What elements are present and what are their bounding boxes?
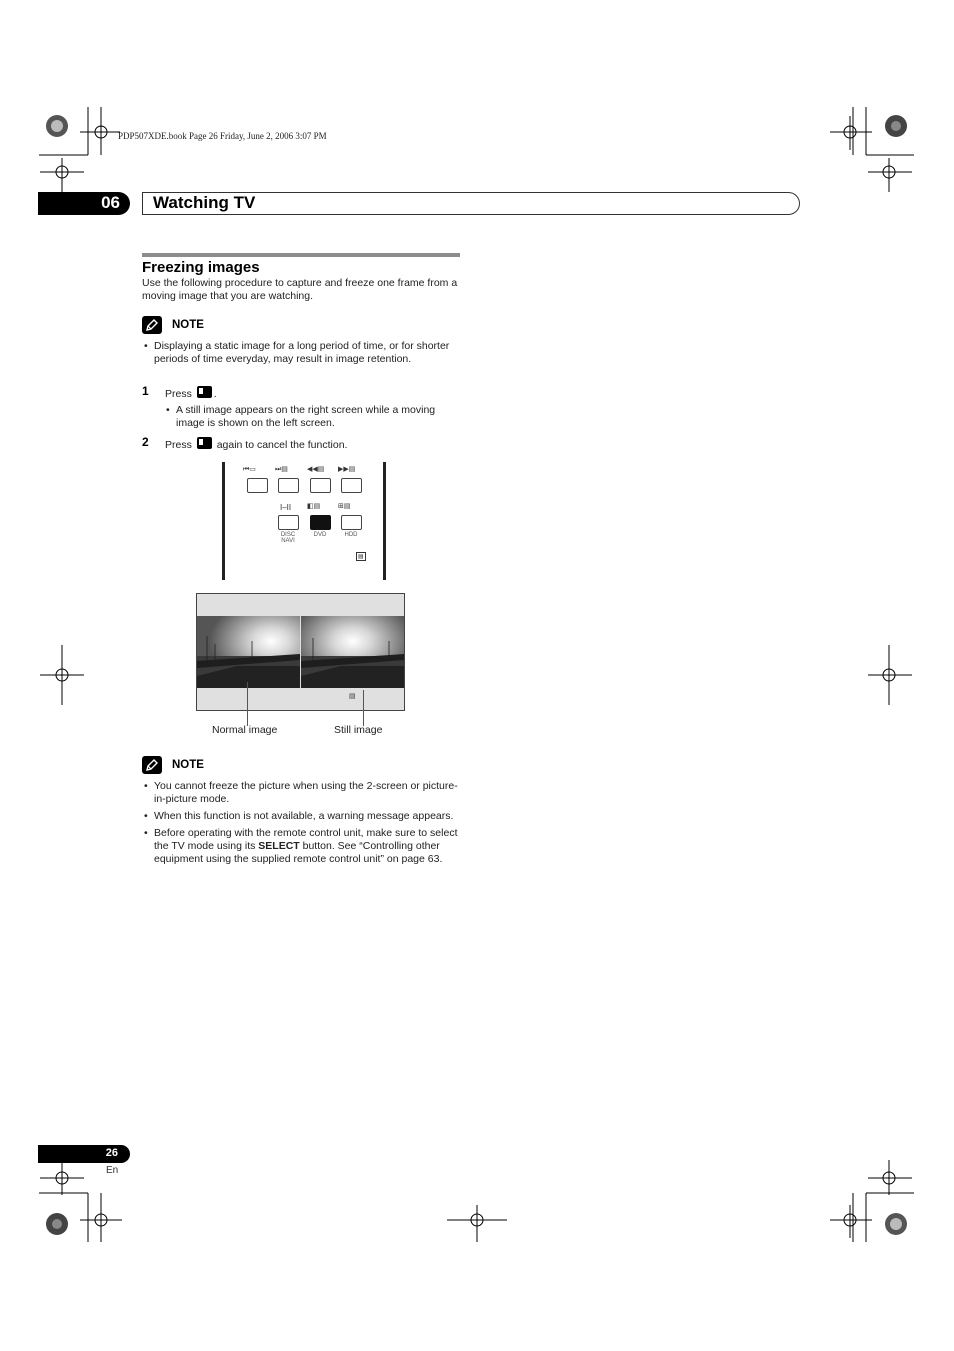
note1-list xyxy=(142,340,462,370)
next-icon: ⏭▤ xyxy=(275,466,288,473)
normal-image-caption: Normal image xyxy=(212,724,278,736)
note1-item: • Displaying a static image for a long period of time, or for shorter periods of time everyday, may result in image retention. xyxy=(142,340,462,366)
corner-icon: ▤ xyxy=(358,554,364,560)
note-heading-2 xyxy=(142,756,204,774)
freeze-icon: ◧▤ xyxy=(307,503,321,510)
note2-item3-before: Before operating with the remote control unit, make sure to select the TV mode using its xyxy=(154,827,458,852)
step-1-number: 1 xyxy=(142,384,149,398)
section-intro: Use the following procedure to capture and freeze one frame from a moving image that you are watching. xyxy=(142,277,458,302)
note2-item: • When this function is not available, a warning message appears. xyxy=(142,810,462,823)
split-screen-diagram xyxy=(196,593,405,711)
page-number: 26 xyxy=(105,1147,118,1159)
screen-mode-icon: ⊞▤ xyxy=(338,503,351,510)
previous-icon: ⏮▭ xyxy=(243,466,256,473)
section-title: Freezing images xyxy=(142,259,260,276)
language-code: En xyxy=(106,1165,119,1176)
remote-button-4 xyxy=(341,478,362,493)
audio-label: I–II xyxy=(280,503,292,512)
freeze-button-icon xyxy=(197,386,212,398)
remote-left-edge xyxy=(222,462,225,580)
rewind-icon: ◀◀▤ xyxy=(307,466,325,473)
disc-navi-label xyxy=(276,532,300,544)
note-heading-1 xyxy=(142,316,204,334)
normal-image-leader xyxy=(247,682,248,726)
remote-button-3 xyxy=(310,478,331,493)
still-image-pane xyxy=(301,616,404,688)
remote-control-diagram xyxy=(222,462,386,580)
disc-label: DISC xyxy=(280,532,296,538)
step-1-period: . xyxy=(213,388,217,400)
freeze-button-icon xyxy=(197,437,212,449)
step-1-sub-bullet: • A still image appears on the right screen while a moving image is shown on the left screen. xyxy=(164,404,464,430)
note-label: NOTE xyxy=(172,319,204,331)
remote-button-2 xyxy=(278,478,299,493)
section-rule xyxy=(142,253,460,257)
note-label: NOTE xyxy=(172,759,204,771)
select-button-name: SELECT xyxy=(258,840,300,852)
freeze-button xyxy=(310,515,331,530)
still-image-leader xyxy=(363,690,364,726)
pencil-note-icon xyxy=(142,316,162,334)
navi-label: NAVI xyxy=(281,538,295,544)
chapter-title: Watching TV xyxy=(153,193,256,212)
remote-button-1 xyxy=(247,478,268,493)
harbor-photo-right xyxy=(301,616,404,688)
note2-item-select xyxy=(142,827,462,866)
hdd-button xyxy=(341,515,362,530)
fast-forward-icon: ▶▶▤ xyxy=(338,466,356,473)
hdd-label: HDD xyxy=(344,532,358,538)
pencil-note-icon xyxy=(142,756,162,774)
step-1-press: Press xyxy=(165,388,192,400)
dvd-label: DVD xyxy=(313,532,327,538)
freeze-indicator-icon: ▤ xyxy=(349,693,356,700)
step-1-sub-list xyxy=(164,404,464,434)
chapter-number: 06 xyxy=(101,193,120,212)
still-image-caption: Still image xyxy=(334,724,383,736)
page-number-tab xyxy=(38,1145,130,1163)
file-info: PDP507XDE.book Page 26 Friday, June 2, 2006 3:07 PM xyxy=(118,131,327,141)
audio-button xyxy=(278,515,299,530)
step-2-number: 2 xyxy=(142,435,149,449)
note2-list xyxy=(142,780,462,870)
step-2-text xyxy=(165,437,347,452)
normal-image-pane xyxy=(197,616,300,688)
step-2-press: Press xyxy=(165,439,192,451)
step-1-text xyxy=(165,386,217,401)
chapter-header-bar xyxy=(142,192,800,215)
step-2-rest: again to cancel the function. xyxy=(216,439,348,451)
chapter-tab xyxy=(38,192,130,215)
note2-item3-after: button. See “Controlling other equipment using the supplied remote control unit” on page 63. xyxy=(154,840,443,865)
note2-item: • You cannot freeze the picture when using the 2-screen or picture-in-picture mode. xyxy=(142,780,462,806)
harbor-photo-left xyxy=(197,616,300,688)
remote-right-edge xyxy=(383,462,386,580)
